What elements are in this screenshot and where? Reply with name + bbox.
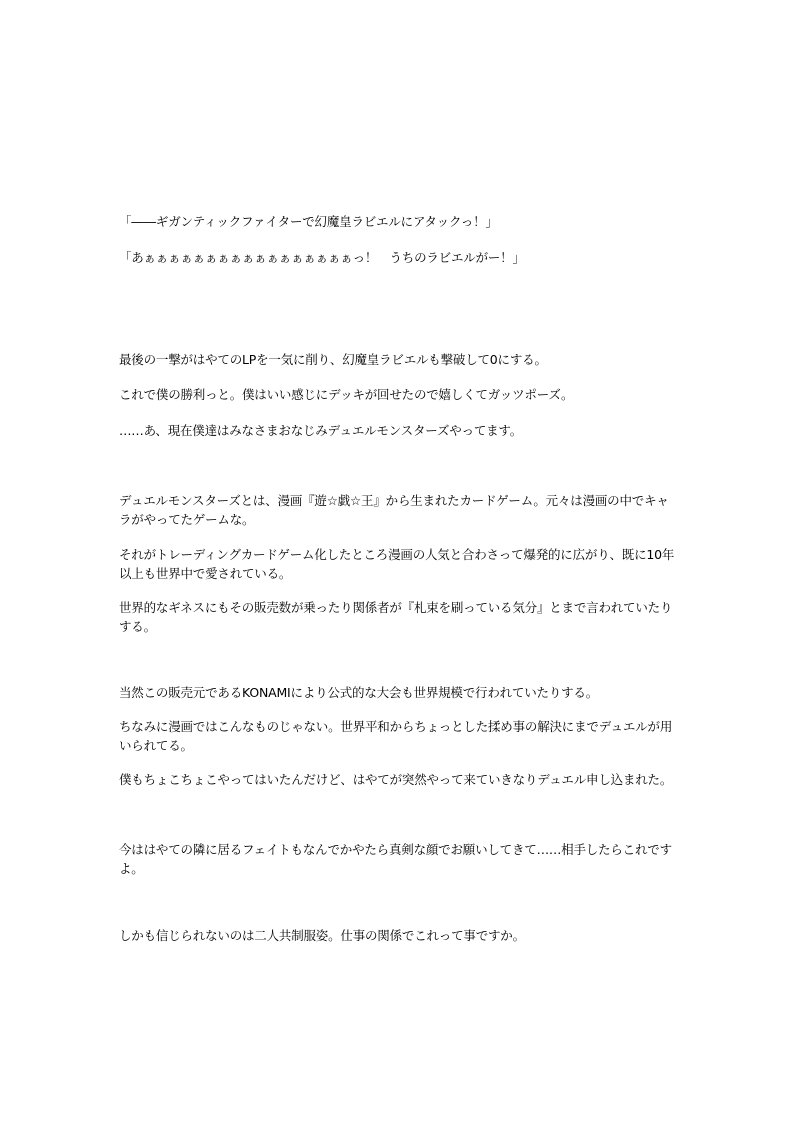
paragraph-hayate-challenge: 僕もちょこちょこやってはいたんだけど、はやてが突然やって来ていきなりデュエル申し込まれた。 — [119, 772, 673, 787]
paragraph-final-blow: 最後の一撃がはやてのLPを一気に削り、幻魔皇ラビエルも撃破して0にする。 — [119, 352, 547, 367]
paragraph-duel-monsters-origin: デュエルモンスターズとは、漫画『遊☆戯☆王』から生まれたカードゲーム。元々は漫画の中でキャラがやってたゲームな。 — [119, 493, 669, 527]
paragraph-guinness: 世界的なギネスにもその販売数が乗ったり関係者が『札束を刷っている気分』とまで言われていたりする。 — [119, 600, 673, 634]
paragraph-fate-request: 今ははやての隣に居るフェイトもなんでかやたら真剣な顔でお願いしてきて……相手したらこれですよ。 — [119, 842, 672, 876]
dialogue-line-attack: 「――ギガンティックファイターで幻魔皇ラビエルにアタックっ！」 — [119, 214, 498, 229]
paragraph-konami: 当然この販売元であるKONAMIにより公式的な大会も世界規模で行われていたりする。 — [119, 685, 599, 700]
paragraph-duel-monsters-intro: ……あ、現在僕達はみなさまおなじみデュエルモンスターズやってます。 — [119, 423, 523, 438]
paragraph-victory: これで僕の勝利っと。僕はいい感じにデッキが回せたので嬉しくてガッツポーズ。 — [119, 387, 574, 402]
paragraph-tcg-popularity: それがトレーディングカードゲーム化したところ漫画の人気と合わさって爆発的に広がり、既に10年以上も世界中で愛されている。 — [119, 547, 675, 581]
paragraph-uniforms: しかも信じられないのは二人共制服姿。仕事の関係でこれって事ですか。 — [119, 928, 525, 943]
paragraph-manga-duels: ちなみに漫画ではこんなものじゃない。世界平和からちょっとした揉め事の解決にまでデュエルが用いられてる。 — [119, 719, 673, 753]
dialogue-line-scream: 「あぁぁぁぁぁぁぁぁぁぁぁぁぁぁぁぁぁっ！ うちのラビエルがー！」 — [119, 250, 525, 265]
